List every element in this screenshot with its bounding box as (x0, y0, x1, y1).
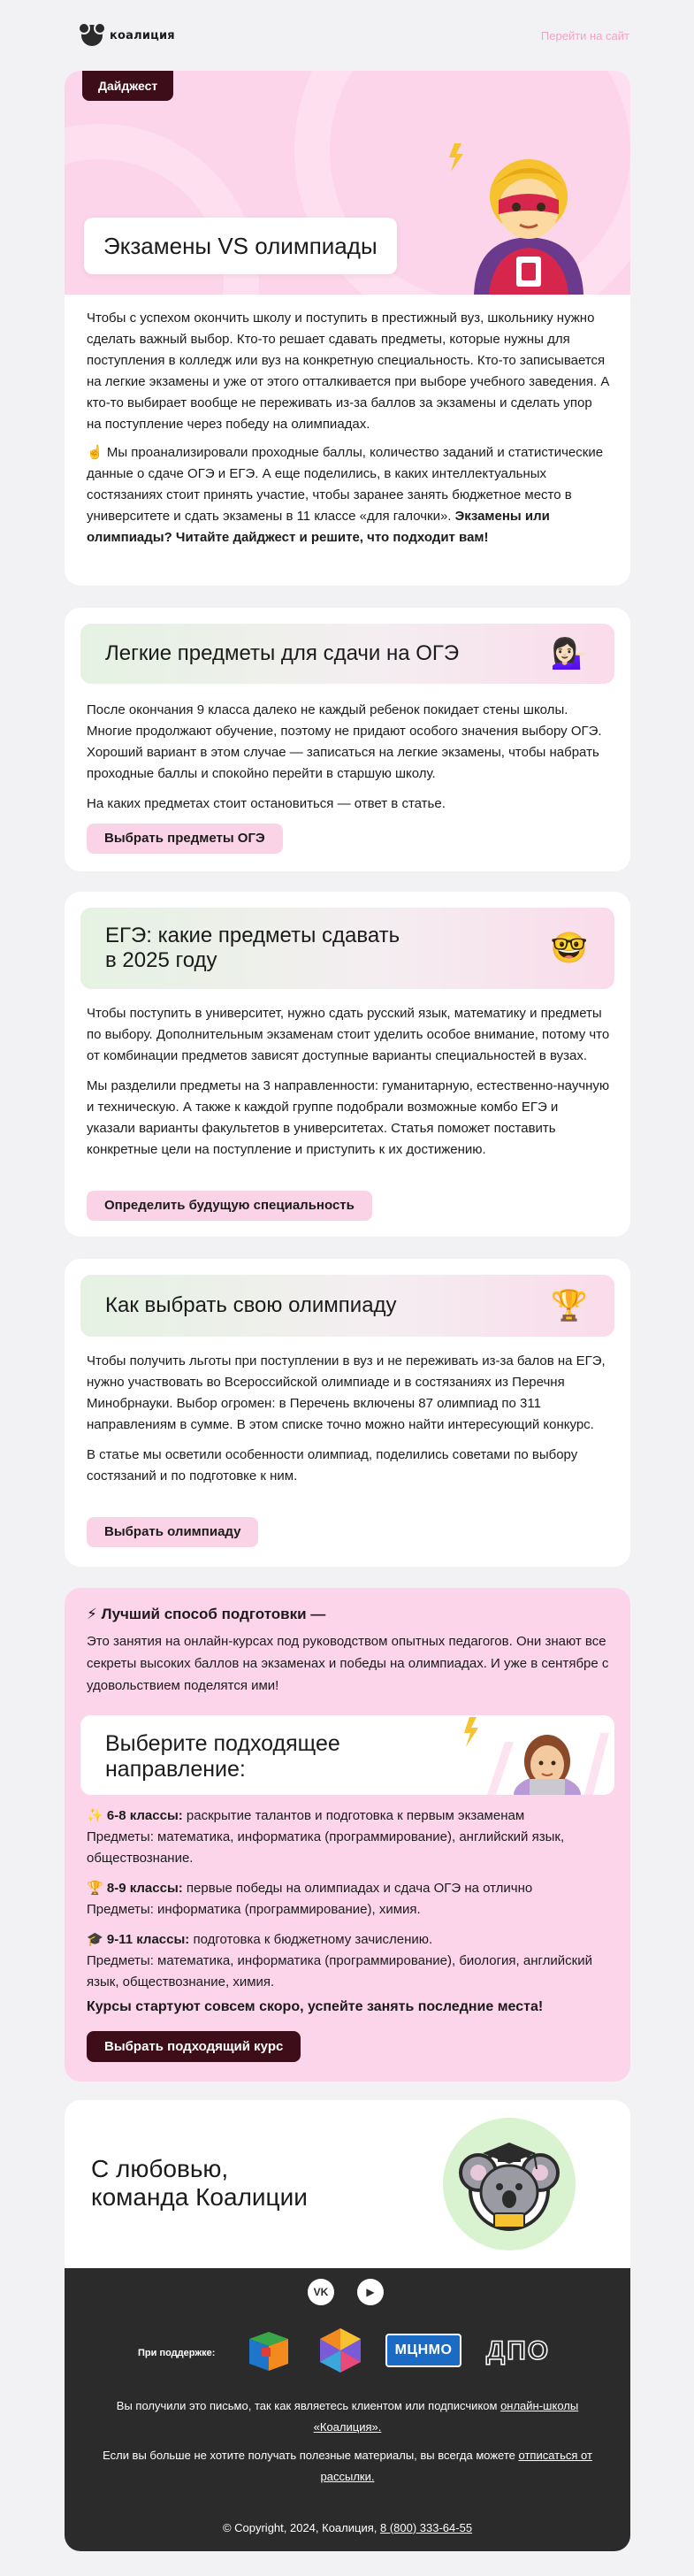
logo[interactable] (81, 25, 175, 46)
direction-title: Выберите подходящее направление: (105, 1731, 340, 1782)
vk-icon[interactable]: VK (308, 2279, 334, 2305)
lightning-icon (464, 1717, 478, 1747)
trophy-icon: 🏆 (87, 1881, 103, 1896)
section-paragraph: В статье мы осветили особенности олимпиад, поделились советами по выбору состязаний и по подготовке к ним. (87, 1447, 578, 1484)
section-title-bar (80, 908, 614, 989)
choose-olympiad-button[interactable]: Выбрать олимпиаду (87, 1517, 258, 1547)
lightning-icon (449, 143, 463, 172)
hero-call-to-read: Экзамены или олимпиады? Читайте дайджест и решите, что подходит вам! (87, 509, 550, 545)
digest-badge: Дайджест (82, 71, 173, 101)
hero-intro (87, 308, 610, 556)
partner-logo-cube[interactable] (244, 2327, 294, 2374)
pointing-up-icon: ☝️ (87, 445, 103, 460)
support-label: При поддержке: (138, 2348, 216, 2358)
partner-logo-gem[interactable] (315, 2327, 366, 2374)
course-item-9-11: 🎓 9-11 классы: подготовка к бюджетному зачислению. Предметы: математика, информатика (программирование), биология, английский язык, обществознание, химия. (87, 1932, 592, 1990)
subscription-notice: Вы получили это письмо, так как являетесь клиентом или подписчиком онлайн-школы «Коалиция». (116, 2399, 579, 2434)
koala-graduate-icon (443, 2118, 576, 2250)
define-speciality-button[interactable]: Определить будущую специальность (87, 1191, 372, 1221)
prep-intro: Это занятия на онлайн-курсах под руководством опытных педагогов. Они знают все секреты высоких баллов на экзаменах и победы на олимпиадах. И уже в сентябре с удовольствием поделятся ими! (87, 1634, 609, 1693)
section-paragraph: Чтобы получить льготы при поступлении в вуз и не переживать из-за балов на ЕГЭ, нужно участвовать во Всероссийской олимпиаде и в состязаниях из Перечня Минобрнауки. Выбор огромен: в Перечень включены 87 олимпиад по 311 направлениям в сумме. В этом списке точно можно найти интересующий конкурс. (87, 1353, 606, 1432)
youtube-icon[interactable]: ▶ (357, 2279, 384, 2305)
woman-tipping-hand-icon: 💁🏻‍♀️ (550, 637, 588, 671)
copyright: © Copyright, 2024, Коалиция, 8 (800) 333-64-55 (222, 2521, 473, 2534)
section-title: ЕГЭ: какие предметы сдавать в 2025 году (105, 924, 400, 972)
hero-paragraph-2: ☝️ Мы проанализировали проходные баллы, количество заданий и статистические данные о сдаче ОГЭ и ЕГЭ. А еще поделились, в каких интеллектуальных состязаниях стоит принять участие, чтобы заранее занять бюджетное место в университете и сдать экзамены в 11 классе «для галочки». Экзамены или олимпиады? Читайте дайджест и решите, что подходит вам! (87, 445, 604, 545)
section-paragraph: Чтобы поступить в университет, нужно сдать русский язык, математику и предметы по выбору. Дополнительным экзаменам стоит уделить особое внимание, потому что от комбинации предметов зависят доступные варианты специальностей в вузах. (87, 1006, 610, 1063)
choose-oge-subjects-button[interactable]: Выбрать предметы ОГЭ (87, 824, 283, 854)
course-item-6-8: ✨ 6-8 классы: раскрытие талантов и подготовка к первым экзаменам Предметы: математика, информатика (программирование), английский язык, обществознание. (87, 1808, 565, 1866)
koala-logo-icon (81, 25, 103, 46)
hero-paragraph: Чтобы с успехом окончить школу и поступить в престижный вуз, школьнику нужно сделать важный выбор. Кто-то решает сдавать предметы, которые нужны для поступления в колледж или вуз на конкретную специальность. Кто-то записывается на легкие экзамены и уже от этого отталкивается при выборе учебного заведения. А кто-то выбирает вообще не переживать из-за баллов за экзамены и сделать упор на поступление через победу на олимпиадах. (87, 310, 610, 432)
partner-logo-dpo[interactable]: ДПО (485, 2336, 551, 2365)
unsubscribe-link[interactable]: отписаться от рассылки. (320, 2449, 592, 2483)
sparkles-icon: ✨ (87, 1808, 103, 1823)
email-footer (65, 2268, 630, 2551)
superhero-illustration (440, 133, 617, 295)
social-links (308, 2279, 384, 2305)
section-title-bar (80, 1275, 614, 1337)
nerd-face-icon: 🤓 (550, 932, 588, 965)
section-title-bar (80, 624, 614, 684)
hero-title: Экзамены VS олимпиады (84, 218, 397, 274)
section-paragraph: На каких предметах стоит остановиться — ответ в статье. (87, 796, 446, 811)
section-body (87, 700, 610, 824)
section-paragraph: После окончания 9 класса далеко не каждый ребенок покидает стены школы. Многие продолжают обучение, поэтому не придают особого значения выбору ОГЭ. Хороший вариант в этом случае — записаться на легкие экзамены, чтобы набрать проходные баллы и спокойно перейти в старшую школу. (87, 702, 602, 781)
phone-link[interactable]: 8 (800) 333-64-55 (379, 2521, 473, 2534)
graduation-cap-icon: 🎓 (87, 1932, 103, 1947)
section-olympiad (65, 1259, 630, 1567)
section-oge (65, 608, 630, 871)
section-title: Как выбрать свою олимпиаду (105, 1293, 397, 1317)
email-header (81, 19, 629, 51)
trophy-icon: 🏆 (550, 1289, 588, 1322)
section-body (87, 1351, 610, 1496)
unsubscribe-notice: Если вы больше не хотите получать полезные материалы, вы всегда можете отписаться от рассылки. (103, 2449, 592, 2483)
course-list (87, 1806, 610, 2002)
section-title: Легкие предметы для сдачи на ОГЭ (105, 641, 460, 665)
section-paragraph: Мы разделили предметы на 3 направленности: гуманитарную, естественно-научную и техническую. А также к каждой группе подобрали возможные комбо ЕГЭ и указали варианты факультетов в университетах. Статья поможет поставить конкретные цели на поступление и приступить к их достижению. (87, 1078, 610, 1157)
courses-cta-text: Курсы стартуют совсем скоро, успейте занять последние места! (87, 1999, 544, 2014)
teacher-illustration (452, 1715, 614, 1795)
farewell-signature: С любовью, команда Коалиции (91, 2155, 308, 2211)
partner-logo-mcnmo[interactable]: МЦНМО (385, 2334, 461, 2367)
farewell-card (65, 2100, 630, 2268)
hero-card (65, 71, 630, 586)
section-ege (65, 892, 630, 1237)
preparation-block (65, 1588, 630, 2082)
course-item-8-9: 🏆 8-9 классы: первые победы на олимпиадах и сдача ОГЭ на отлично Предметы: информатика (программирование), химия. (87, 1881, 533, 1917)
site-link[interactable]: Перейти на сайт (540, 28, 629, 42)
choose-course-button[interactable]: Выбрать подходящий курс (87, 2031, 301, 2062)
logo-text: коалиция (110, 28, 175, 42)
hero-banner (65, 71, 630, 295)
direction-box (80, 1715, 614, 1795)
koala-mascot (443, 2118, 576, 2250)
prep-heading: ⚡ Лучший способ подготовки — (87, 1606, 326, 1622)
school-link[interactable]: онлайн-школы «Коалиция». (313, 2399, 579, 2434)
section-body (87, 1003, 610, 1169)
